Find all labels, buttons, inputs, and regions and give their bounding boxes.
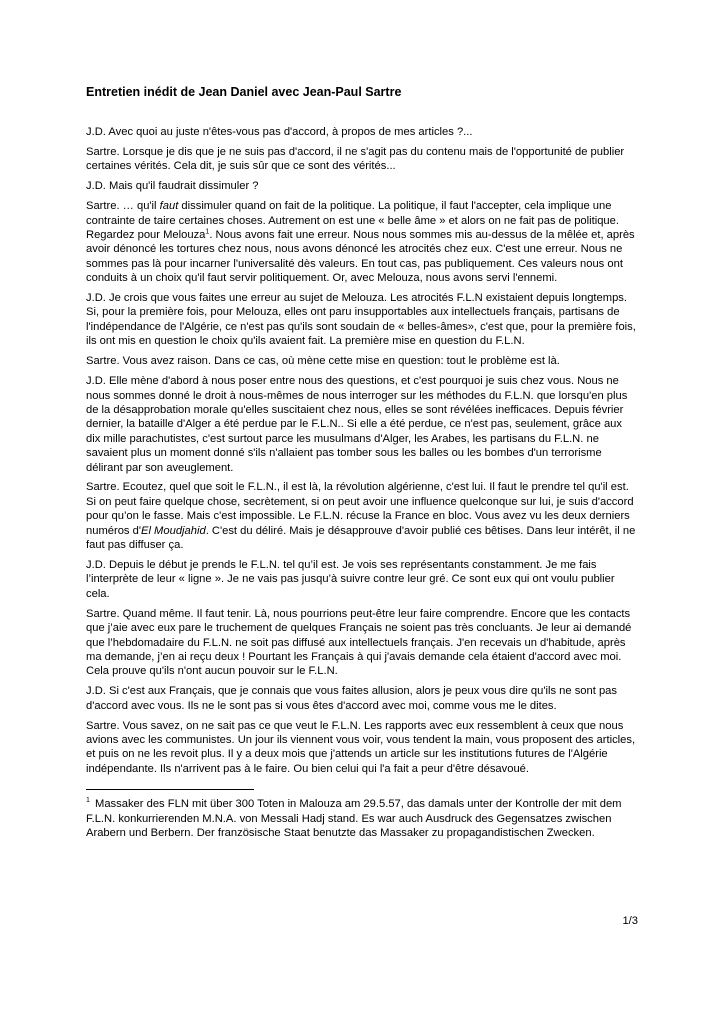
paragraph: Sartre. Vous savez, on ne sait pas ce que veut le F.L.N. Les rapports avec eux ressemblent à ceux que nous avions avec les communistes. Un jour ils viennent vous voir, vous tendent la main, vous proposent des articles, et puis on ne les revoit plus. Il y a deux mois que j'attends un article sur les institutions futures de l'Algérie indépendante. Ils n'arrivent pas à le faire. Ou bien celui qui l'a fait a peur d'être désavoué. bbox=[86, 719, 636, 775]
paragraph: J.D. Elle mène d'abord à nous poser entre nous des questions, et c'est pourquoi je suis chez vous. Nous ne nous sommes donné le droit à nous-mêmes de nous interroger sur les méthodes du F.L.N. que lorsqu'en plus de la désapprobation morale qu'elles suscitaient chez nous, elles se sont révélées inefficaces. Depuis février dernier, la bataille d'Alger a été perdue par le F.L.N.. Si elle a été perdue, ce n'est pas, seulement, grâce aux dix mille parachutistes, c'est surtout parce les musulmans d'Alger, les Arabes, les partisans du F.L.N. ne savaient plus un moment donné s'ils n'allaient pas tomber sous les balles ou les bombes d'un terrorisme délirant par son aveuglement. bbox=[86, 375, 628, 474]
paragraph: J.D. Mais qu'il faudrait dissimuler ? bbox=[86, 180, 259, 193]
footnote-reference[interactable]: 1 bbox=[205, 228, 210, 236]
footnote-text: Massaker des FLN mit über 300 Toten in Malouza am 29.5.57, das damals unter der Kontrolle der mit dem F.L.N. konkurrierenden M.N.A. von Messali Hadj stand. Es war auch Ausdruck des Gegensatzes zwischen Arabern und Berbern. Der französische Staat benutzte das Massaker zu propagandistischen Zwecken. bbox=[86, 798, 622, 839]
paragraph: Sartre. Lorsque je dis que je ne suis pas d'accord, il ne s'agit pas du contenu mais de l'opportunité de publier certaines vérités. Cela dit, je suis sûr que ce sont des vérités... bbox=[86, 145, 625, 173]
paragraph bbox=[86, 199, 638, 285]
paragraph: J.D. Je crois que vous faites une erreur au sujet de Melouza. Les atrocités F.L.N existaient depuis longtemps. Si, pour la première fois, pour Melouza, elles ont paru insupportables aux intellectuels français, partisans de l'indépendance de l'Algérie, ce n'est pas qu'ils sont soudain de « belles-âmes», c'est que, pour la première fois, ils ont mis en question le choix qu'ils avaient fait. La première mise en question du F.L.N. bbox=[86, 292, 636, 348]
emphasis-text: El Moudjahid bbox=[141, 524, 206, 537]
footnote bbox=[86, 797, 638, 840]
paragraph-text: . Nous avons fait une erreur. Nous nous sommes mis au-dessus de la mêlée et, après avoir dénoncé les tortures chez nous, nous avons dénoncé les atrocités chez eux. C'est une erreur. Nous ne sommes pas là pour incarner l'universalité dès valeurs. En tout cas, pas publiquement. Ces valeurs nous ont conduits à un choix qu'il faut servir politiquement. Or, avec Melouza, nous avons servi l'ennemi. bbox=[86, 228, 635, 285]
paragraph bbox=[86, 480, 638, 552]
footnote-mark: 1 bbox=[86, 797, 90, 805]
document-page bbox=[86, 84, 638, 840]
emphasis-text: faut bbox=[159, 200, 179, 213]
paragraph-text: . C'est du déliré. Mais je désapprouve d'avoir publié ces bêtises. Dans leur intérêt, il ne faut pas diffuser ça. bbox=[86, 524, 636, 552]
paragraph-text: dissimuler quand on fait de la politique. La politique, il faut l'accepter, cela implique une contrainte de taire certaines choses. Autrement on est une « belle âme » et alors on ne fait pas de politique. Regardez pour Melouza bbox=[86, 200, 619, 241]
paragraph: J.D. Depuis le début je prends le F.L.N. tel qu’il est. Je vois ses représentants constamment. Je me fais l’interprète de leur « ligne ». Je ne vais pas jusqu’à suivre contre leur gré. Ce sont eux qui ont voulu publier cela. bbox=[86, 558, 615, 600]
paragraph: Sartre. Quand même. Il faut tenir. Là, nous pourrions peut-être leur faire comprendre. Encore que les contacts que j’aie avec eux pare le truchement de quelques Français ne soient pas très concluants. Je leur ai demandé que l’hebdomadaire du F.L.N. ne soit pas diffusé aux intellectuels français. J'en recevais un d'habitude, après ma demande, j’en ai reçu deux ! Pourtant les Français à qui j'avais demande cela étaient d'accord avec moi. Cela prouve qu'ils n'ont aucun pouvoir sur le F.L.N. bbox=[86, 607, 632, 678]
paragraph-text: Sartre. Ecoutez, quel que soit le F.L.N., il est là, la révolution algérienne, c'est lui. Il faut le prendre tel qu'il est. Si on peut faire quelque chose, secrètement, si on peut avoir une influence quelconque sur lui, je suis d'accord pour qu’on le fasse. Mais c'est impossible. Le F.L.N. récuse la France en bloc. Vous avez vu les deux derniers numéros d' bbox=[86, 481, 634, 537]
paragraph: J.D. Avec quoi au juste n'êtes-vous pas d'accord, à propos de mes articles ?... bbox=[86, 126, 473, 138]
page-number: 1/3 bbox=[622, 915, 638, 927]
document-title: Entretien inédit de Jean Daniel avec Jean-Paul Sartre bbox=[86, 85, 402, 99]
paragraph: Sartre. Vous avez raison. Dans ce cas, où mène cette mise en question: tout le problème est là. bbox=[86, 355, 560, 368]
paragraph-text: Sartre. … qu'il bbox=[86, 200, 160, 213]
footnote-divider bbox=[86, 789, 254, 790]
paragraph: J.D. Si c'est aux Français, que je connais que vous faites allusion, alors je peux vous dire qu'ils ne sont pas d'accord avec vous. Ils ne le sont pas si vous êtes d'accord avec moi, comme vous me le dites. bbox=[86, 685, 617, 712]
